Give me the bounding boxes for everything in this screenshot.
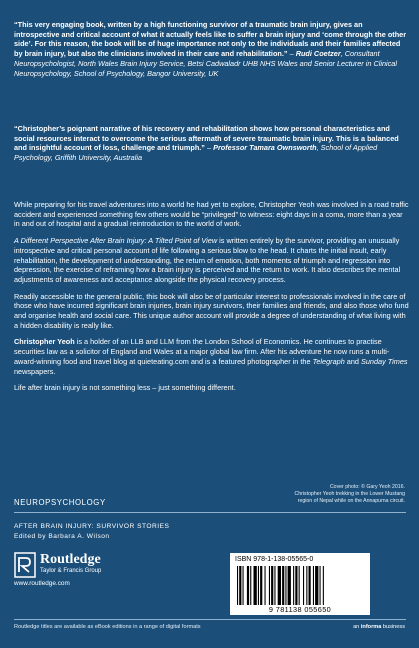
quote-1-text: “This very engaging book, written by a high functioning survivor of a traumatic brain injury, gives an introspective and critical account of what it actually feels like to suffer a brain injury and ‘come through the other side’. For this reason, the book will be of huge importance not only to the individuals and their families affected by brain injury, but also the clinicians involved in their care and rehabilitation.” xyxy=(14,20,407,59)
quote-2-affiliation: , School of Applied Psychology, Griffith University, Australia xyxy=(14,143,378,163)
publisher-url[interactable]: www.routledge.com xyxy=(14,580,70,587)
photo-credit xyxy=(215,484,405,504)
photo-credit-line-1: Cover photo: © Gary Yeoh 2016. xyxy=(329,484,405,490)
routledge-logo-icon xyxy=(14,552,36,578)
barcode-digits: 9 781138 055650 xyxy=(268,605,332,614)
quote-2-text: “Christopher’s poignant narrative of his recovery and rehabilitation shows how personal characteristics and social resources interact to overcome the serious aftermath of severe traumatic brain injury. This is a balanced and insightful account of loss, challenge and triumph.” xyxy=(14,124,399,153)
blurb-body xyxy=(14,200,409,400)
book-title: A Different Perspective After Brain Injury: A Tilted Point of View xyxy=(14,236,218,246)
author-bio-end: newspapers. xyxy=(14,366,56,376)
informa-word: informa xyxy=(360,624,382,630)
series-editor: Edited by Barbara A. Wilson xyxy=(14,532,110,540)
review-quote-2 xyxy=(14,124,409,163)
author-name: Christopher Yeoh xyxy=(14,337,75,347)
isbn-label: ISBN 978-1-138-05565-0 xyxy=(235,556,314,563)
footer-divider xyxy=(14,619,406,620)
blurb-paragraph-2 xyxy=(14,236,409,285)
blurb-paragraph-2-text: is written entirely by the survivor, providing an unusually introspective and critical personal account of life following a serious blow to the head. It charts the initial insult, early rehabilitation, the development of understanding, the return of emotion, both moments of triumph and regression into depression, the exercise of reframing how a brain injury is perceived and the return to work. It also describes the mental adjustments of awareness and acceptance alongside the physical recovery process. xyxy=(14,236,401,284)
divider xyxy=(14,512,406,513)
telegraph-title: Telegraph xyxy=(312,356,345,366)
author-bio-text: is a holder of an LLB and LLM from the London School of Economics. He continues to practise securities law as a solicitor of England and Wales at a major global law firm. After his adventure he now runs a multi-award-winning food and travel blog at quieteating.com and is a featured photographer in the xyxy=(14,337,390,366)
quote-2-author: Professor Tamara Ownsworth xyxy=(213,143,317,153)
isbn-barcode-box xyxy=(230,553,370,615)
publisher-name: Routledge xyxy=(40,552,101,567)
series-name: AFTER BRAIN INJURY: SURVIVOR STORIES xyxy=(14,523,170,530)
quote-1-author: Rudi Coetzer xyxy=(295,49,341,59)
photo-credit-line-3: region of Nepal while on the Annapurna circuit. xyxy=(297,497,405,504)
author-bio xyxy=(14,337,409,376)
informa-business xyxy=(353,624,405,630)
genre-label: NEUROPSYCHOLOGY xyxy=(14,498,106,507)
blurb-paragraph-1: While preparing for his travel adventures into a world he had yet to explore, Christopher Yeoh was involved in a road traffic accident and experienced something few others would be “privileged” to witness: eight days in a coma, more than a year in and out of hospital and a gradual reintroduction to the world of work. xyxy=(14,200,409,229)
photo-credit-line-2: Christopher Yeoh trekking in the Lower Mustang xyxy=(294,490,405,497)
publisher-group: Taylor & Francis Group xyxy=(40,568,102,574)
barcode-icon xyxy=(235,566,365,605)
informa-prefix: an xyxy=(353,624,361,630)
closing-line: Life after brain injury is not something less – just something different. xyxy=(14,383,236,393)
author-bio-and: and xyxy=(344,356,361,366)
quote-2-dash: – xyxy=(204,143,214,153)
ebook-note: Routledge titles are available as eBook editions in a range of digital formats xyxy=(14,624,201,630)
quote-1-affiliation: , Consultant Neuropsychologist, North Wales Brain Injury Service, Betsi Cadwaladr UHB NHS Wales and Senior Lecturer in Clinical Neuropsychology, School of Psychology, Bangor University, UK xyxy=(14,49,397,78)
series-info xyxy=(14,522,169,541)
review-quote-1 xyxy=(14,20,409,78)
blurb-paragraph-3: Readily accessible to the general public, this book will also be of particular interest to professionals involved in the care of those who have incurred significant brain injuries, brain injury survivors, their families and friends, and also those who fund and organise health and social care. This unique author account will provide a degree of understanding of what living with a hidden disability is really like. xyxy=(14,291,409,330)
quote-1-dash: – xyxy=(287,49,296,59)
informa-suffix: business xyxy=(381,624,405,630)
sunday-times-title: Sunday Times xyxy=(360,356,408,366)
